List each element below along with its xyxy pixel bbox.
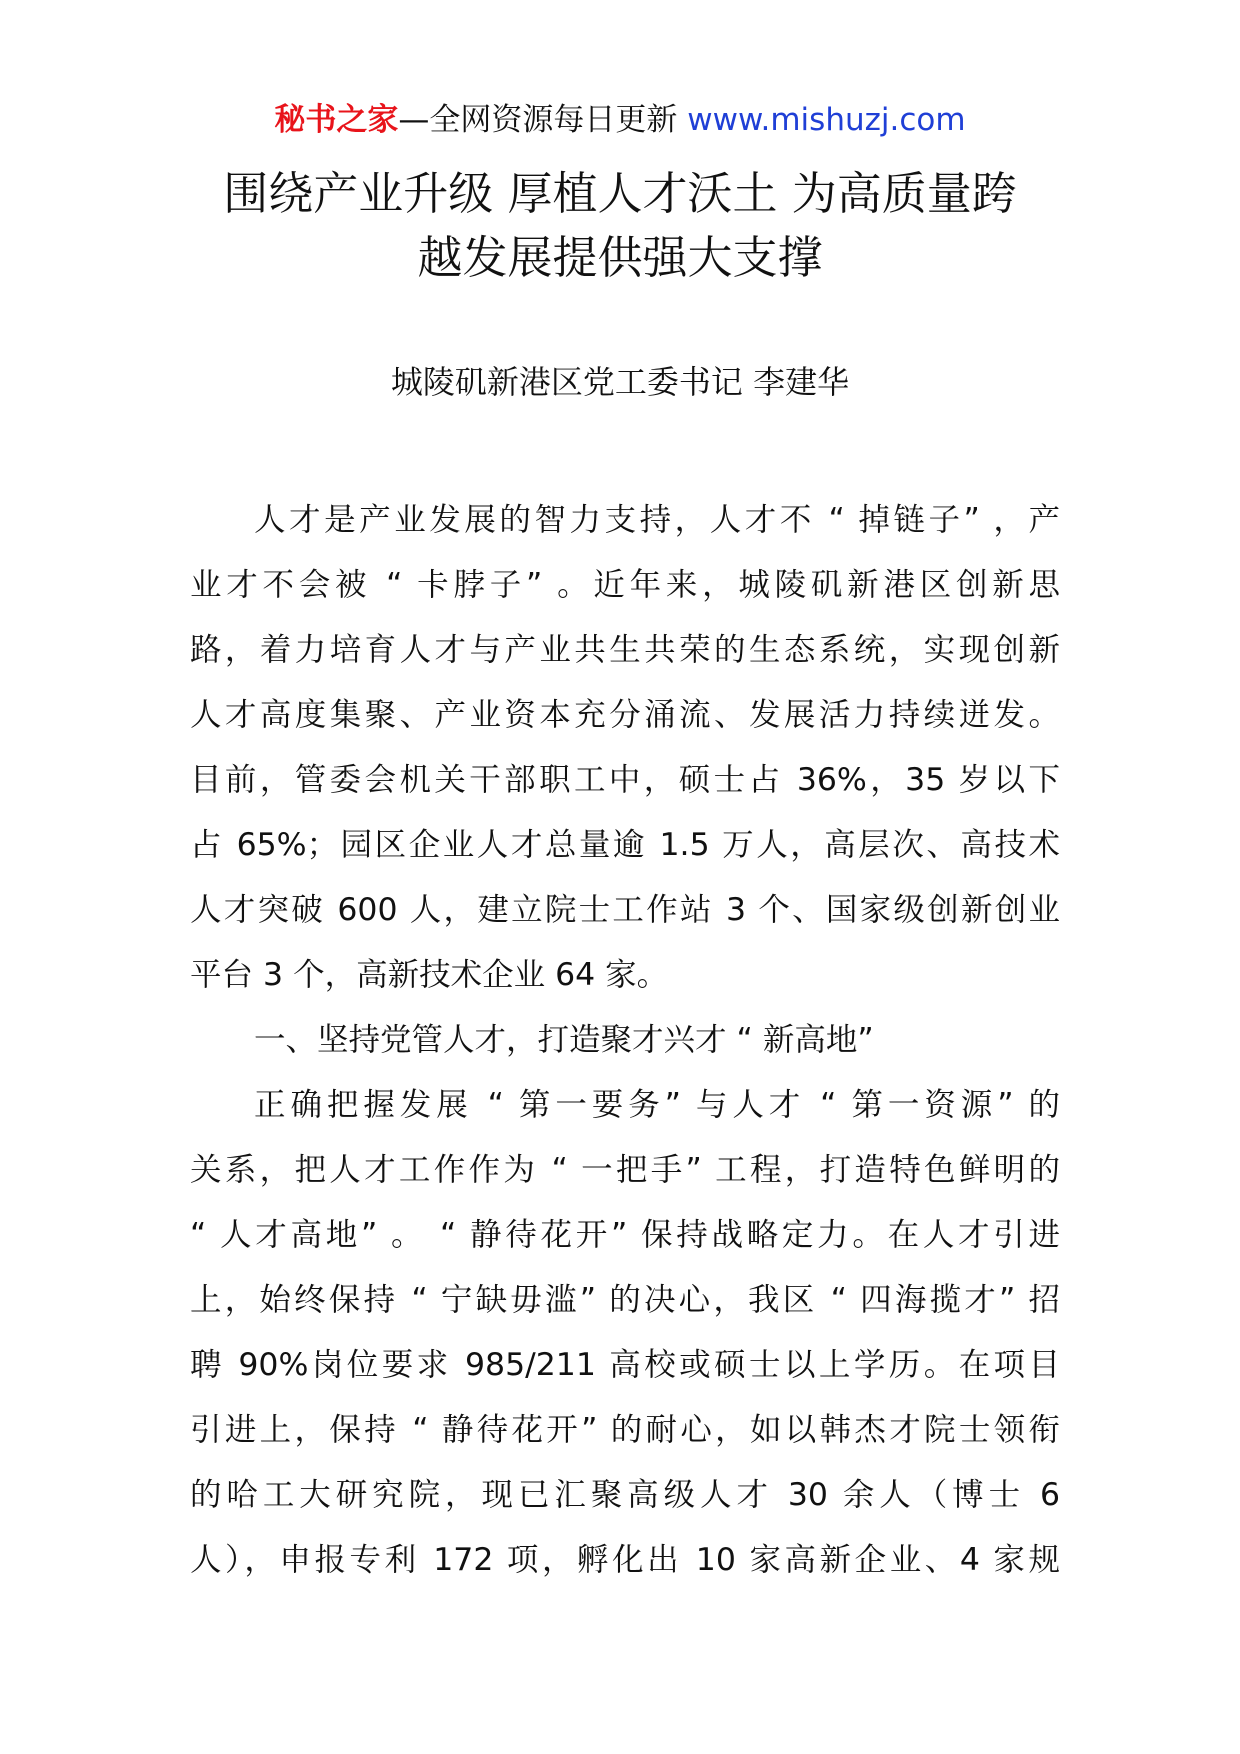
body-line: 平台 3 个，高新技术企业 64 家。 [190,957,669,993]
author-line: 城陵矶新港区党工委书记 李建华 [390,363,850,401]
site-url: www.mishuzj.com [687,102,966,138]
site-header [0,98,1240,142]
title-line-1: 围绕产业升级 厚植人才沃土 为高质量跨 [223,167,1017,220]
site-tagline: —全网资源每日更新 [398,102,688,138]
body-line: 路，着力培育人才与产业共生共荣的生态系统，实现创新 [190,632,1060,668]
body-line: “ 人才高地” 。 “ 静待花开” 保持战略定力。在人才引进 [190,1217,1060,1253]
body-line: 人才突破 600 人，建立院士工作站 3 个、国家级创新创业 [190,892,1060,928]
body-line: 关系，把人才工作作为 “ 一把手” 工程，打造特色鲜明的 [190,1152,1060,1188]
body-line: 业才不会被 “ 卡脖子” 。近年来，城陵矶新港区创新思 [190,567,1060,603]
section-heading: 一、坚持党管人才，打造聚才兴才 “ 新高地” [254,1022,874,1058]
body-line: 目前，管委会机关干部职工中，硕士占 36%，35 岁以下 [190,762,1060,798]
body-line: 的哈工大研究院，现已汇聚高级人才 30 余人（博士 6 [190,1477,1060,1513]
body-line: 引进上，保持 “ 静待花开” 的耐心，如以韩杰才院士领衔 [190,1412,1060,1448]
body-line: 人才是产业发展的智力支持，人才不 “ 掉链子” ，产 [254,502,1060,538]
body-line: 正确把握发展 “ 第一要务” 与人才 “ 第一资源” 的 [254,1087,1060,1123]
document-title [170,162,1070,290]
title-line-2: 越发展提供强大支撑 [417,231,823,284]
document-body [190,488,1060,1593]
body-line: 占 65%；园区企业人才总量逾 1.5 万人，高层次、高技术 [190,827,1060,863]
body-line: 聘 90%岗位要求 985/211 高校或硕士以上学历。在项目 [190,1347,1060,1383]
body-line: 上，始终保持 “ 宁缺毋滥” 的决心，我区 “ 四海揽才” 招 [190,1282,1060,1318]
site-brand: 秘书之家 [274,102,399,138]
body-line: 人），申报专利 172 项，孵化出 10 家高新企业、4 家规 [190,1542,1060,1578]
body-line: 人才高度集聚、产业资本充分涌流、发展活力持续迸发。 [190,697,1060,733]
